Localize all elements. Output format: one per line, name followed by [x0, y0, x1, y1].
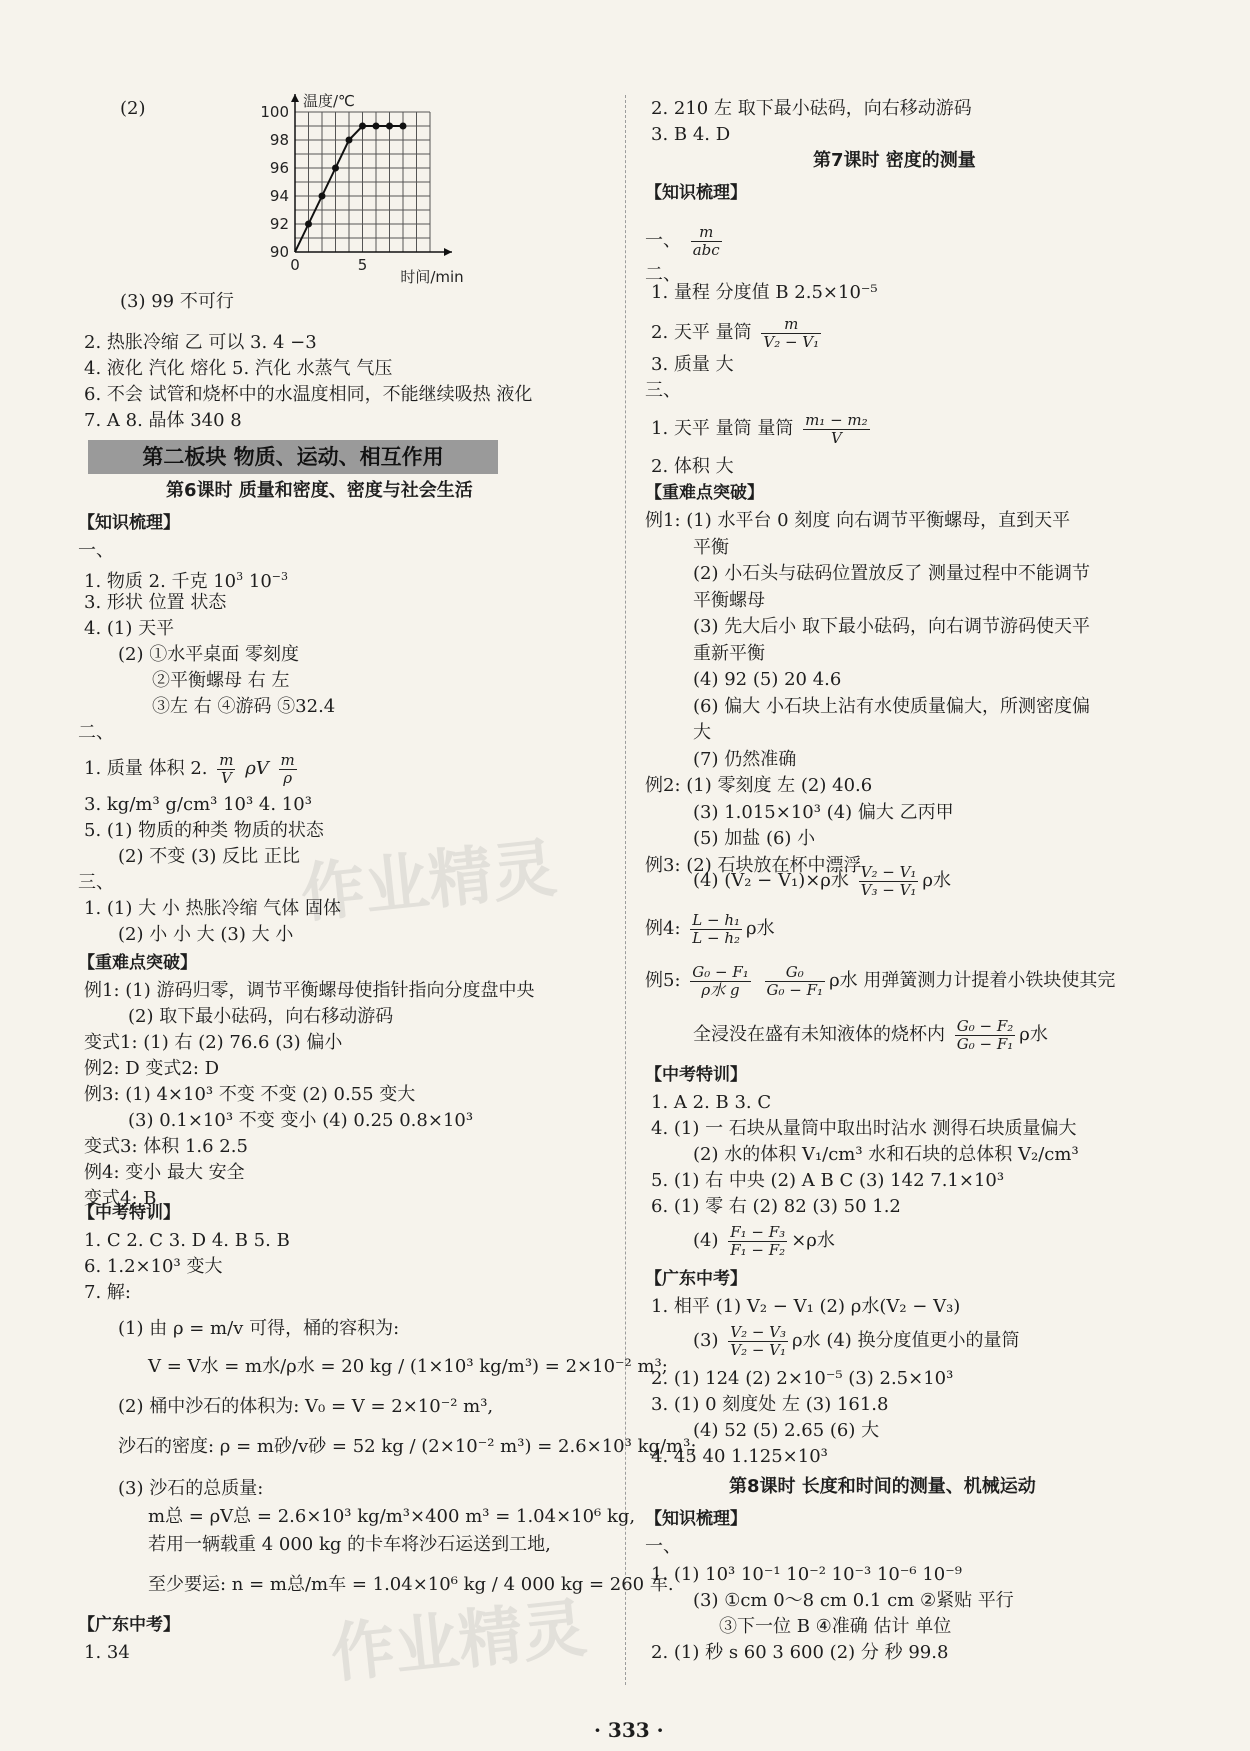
answer-line: 例3: (1) 4×10³ 不变 不变 (2) 0.55 变大: [84, 1084, 416, 1105]
answer-line: (3) 99 不可行: [120, 291, 234, 312]
answer-line: 7. A 8. 晶体 340 8: [84, 410, 242, 431]
section-tag: 【重难点突破】: [645, 483, 764, 503]
lesson-title: 第6课时 质量和密度、密度与社会生活: [166, 480, 473, 501]
x-axis-arrow: [444, 248, 452, 256]
section-tag: 【广东中考】: [78, 1615, 180, 1635]
question-label: (2): [120, 98, 146, 119]
fraction: $\frac{m}{\rho}$: [280, 750, 295, 787]
solution-line: 沙石的密度: ρ = m砂/v砂 = 52 kg / (2×10⁻² m³) = 2.6×10³ kg/m³;: [118, 1436, 697, 1457]
data-point: [359, 123, 366, 130]
answer-line: 平衡: [693, 536, 729, 558]
answer-line: 重新平衡: [693, 642, 765, 664]
answer-line: 4. (1) 一 石块从量筒中取出时沾水 测得石块质量偏大: [651, 1118, 1077, 1139]
answer-line: (4) (V₂ − V₁)×ρ水 $\frac{\text{V₂ − V₁}}{\text{V₃ − V₁}}$ ρ水: [693, 862, 952, 899]
answer-line: 1. 量程 分度值 B 2.5×10⁻⁵: [651, 282, 878, 303]
answer-line: (2) 小石头与砝码位置放反了 测量过程中不能调节: [693, 563, 1090, 584]
answer-line: 3. (1) 0 刻度处 左 (3) 161.8: [651, 1394, 889, 1415]
section-tag: 【知识梳理】: [645, 183, 747, 203]
answer-line: 例2: D 变式2: D: [84, 1058, 220, 1079]
section-tag: 【知识梳理】: [78, 513, 180, 533]
x-tick-label: 5: [357, 256, 368, 274]
answer-line: 变式1: (1) 右 (2) 76.6 (3) 偏小: [84, 1032, 343, 1053]
answer-line: (2) 水的体积 V₁/cm³ 水和石块的总体积 V₂/cm³: [693, 1144, 1079, 1165]
answer-line: (4) $\frac{\text{F₁ − F₃}}{\text{F₁ − F₂}}$ ×ρ水: [693, 1222, 835, 1259]
solution-line: (1) 由 ρ = m/v 可得，桶的容积为:: [118, 1318, 400, 1339]
answer-line: 2. (1) 124 (2) 2×10⁻⁵ (3) 2.5×10³: [651, 1368, 954, 1389]
section-banner: 第二板块 物质、运动、相互作用: [88, 440, 498, 474]
section-heading: 二、: [645, 264, 681, 285]
lesson-title: 第7课时 密度的测量: [813, 150, 976, 171]
answer-line: 3. 质量 大: [651, 354, 734, 375]
answer-line: (3) ①cm 0～8 cm 0.1 cm ②紧贴 平行: [693, 1590, 1014, 1611]
section-heading: 二、: [78, 722, 114, 743]
data-point: [373, 123, 380, 130]
y-axis-arrow: [291, 94, 299, 102]
answer-line: (3) 1.015×10³ (4) 偏大 乙丙甲: [693, 801, 954, 823]
solution-line: 至少要运: n = m总/m车 = 1.04×10⁶ kg / 4 000 kg = 260 车.: [148, 1574, 674, 1595]
answer-line: 1. 质量 体积 2. $\frac{m}{V}$ ρV $\frac{m}{\rho}$: [84, 750, 295, 787]
answer-line: 1. 天平 量筒 量筒 $\frac{\text{m₁ − m₂}}{V}$: [651, 410, 868, 447]
section-heading: 三、: [645, 380, 681, 401]
answer-line: 3. B 4. D: [651, 124, 731, 145]
section-heading: 一、: [645, 1536, 681, 1557]
answer-line: 1. 物质 2. 千克 $10^3$ $10^{-3}$: [84, 570, 288, 592]
section-tag: 【广东中考】: [645, 1269, 747, 1289]
answer-line: 例1: (1) 水平台 0 刻度 向右调节平衡螺母，直到天平: [645, 510, 1071, 531]
answer-line: 1. 相平 (1) V₂ − V₁ (2) ρ水(V₂ − V₃): [651, 1296, 961, 1317]
answer-line: (6) 偏大 小石块上沾有水使质量偏大，所测密度偏: [693, 695, 1090, 717]
answer-line: 2. 210 左 取下最小砝码，向右移动游码: [651, 98, 972, 119]
answer-line: (2) ①水平桌面 零刻度: [118, 644, 299, 665]
data-point: [346, 137, 353, 144]
answer-line: 例2: (1) 零刻度 左 (2) 40.6: [645, 775, 873, 796]
fraction: $\frac{\text{G₀ − F₂}}{\text{G₀ − F₁}}$: [956, 1016, 1014, 1053]
answer-line: (3) $\frac{\text{V₂ − V₃}}{\text{V₂ − V₁}}$ ρ水 (4) 换分度值更小的量筒: [693, 1322, 1020, 1359]
answer-line: (3) 0.1×10³ 不变 变小 (4) 0.25 0.8×10³: [128, 1110, 474, 1131]
answer-line: 3. 形状 位置 状态: [84, 592, 227, 613]
answer-line: 大: [693, 722, 711, 743]
lesson-title: 第8课时 长度和时间的测量、机械运动: [729, 1476, 1036, 1497]
answer-line: 一、 $\frac{m}{\text{abc}}$: [645, 222, 720, 259]
answer-line: 2. 热胀冷缩 乙 可以 3. 4 −3: [84, 332, 317, 353]
data-point: [319, 193, 326, 200]
answer-line: (7) 仍然准确: [693, 748, 797, 770]
y-tick-label: 96: [269, 159, 289, 177]
answer-line: 例3: (2) 石块放在杯中漂浮: [645, 854, 862, 876]
y-tick-label: 90: [269, 243, 289, 261]
y-tick-label: 94: [269, 187, 289, 205]
fraction: $\frac{\text{V₂ − V₁}}{\text{V₃ − V₁}}$: [860, 862, 917, 899]
y-tick-label: 92: [269, 215, 289, 233]
answer-line: (2) 取下最小砝码，向右移动游码: [128, 1006, 394, 1027]
answer-line: ③下一位 B ④准确 估计 单位: [719, 1616, 952, 1637]
solution-line: 若用一辆载重 4 000 kg 的卡车将沙石运送到工地,: [148, 1534, 551, 1555]
answer-line: ②平衡螺母 右 左: [152, 670, 290, 691]
page-number: · 333 ·: [594, 1718, 664, 1742]
answer-line: 7. 解:: [84, 1282, 131, 1303]
answer-line: 变式4: B: [84, 1188, 157, 1209]
solution-line: V = V水 = m水/ρ水 = 20 kg / (1×10³ kg/m³) = 2×10⁻² m³;: [148, 1356, 668, 1377]
answer-line: 平衡螺母: [693, 589, 765, 611]
fraction: $\frac{\text{L − h₁}}{\text{L − h₂}}$: [692, 910, 741, 947]
answer-line: 2. 体积 大: [651, 456, 734, 477]
fraction: $\frac{\text{m₁ − m₂}}{V}$: [805, 410, 868, 447]
answer-line: 1. A 2. B 3. C: [651, 1092, 772, 1113]
answer-line: 例4: $\frac{\text{L − h₁}}{\text{L − h₂}}$ ρ水: [645, 910, 775, 947]
answer-line: 6. 1.2×10³ 变大: [84, 1256, 223, 1277]
data-point: [400, 123, 407, 130]
answer-line: 1. (1) 10³ 10⁻¹ 10⁻² 10⁻³ 10⁻⁶ 10⁻⁹: [651, 1564, 962, 1585]
fraction: $\frac{\text{V₂ − V₃}}{\text{V₂ − V₁}}$: [730, 1322, 787, 1359]
section-heading: 一、: [78, 540, 114, 561]
answer-line: 4. (1) 天平: [84, 618, 175, 639]
data-point: [332, 165, 339, 172]
fraction: $\frac{\text{G₀ − F₁}}{\text{ρ水 g}}$: [692, 962, 749, 999]
answer-line: 4. 45 40 1.125×10³: [651, 1446, 828, 1467]
answer-line: (4) 92 (5) 20 4.6: [693, 669, 842, 690]
answer-line: 全浸没在盛有未知液体的烧杯内 $\frac{\text{G₀ − F₂}}{\text{G₀ − F₁}}$ ρ水: [693, 1016, 1048, 1053]
answer-line: 1. C 2. C 3. D 4. B 5. B: [84, 1230, 290, 1251]
answer-line: 例5: $\frac{\text{G₀ − F₁}}{\text{ρ水 g}}$ $\frac{\text{G₀}}{\text{G₀ − F₁}}$ ρ水 用弹簧测力计提着小铁块使其完: [645, 962, 1116, 999]
y-tick-label: 98: [269, 131, 289, 149]
fraction: $\frac{\text{F₁ − F₃}}{\text{F₁ − F₂}}$: [730, 1222, 786, 1259]
answer-line: 4. 液化 汽化 熔化 5. 汽化 水蒸气 气压: [84, 358, 393, 379]
data-point: [305, 221, 312, 228]
solution-line: (2) 桶中沙石的体积为: V₀ = V = 2×10⁻² m³,: [118, 1396, 494, 1417]
answer-line: 5. (1) 右 中央 (2) A B C (3) 142 7.1×10³: [651, 1170, 1005, 1191]
solution-line: (3) 沙石的总质量:: [118, 1478, 264, 1499]
answer-line: 例1: (1) 游码归零，调节平衡螺母使指针指向分度盘中央: [84, 980, 535, 1001]
answer-line: ③左 右 ④游码 ⑤32.4: [152, 696, 336, 717]
answer-line: 例4: 变小 最大 安全: [84, 1162, 245, 1183]
answer-line: (5) 加盐 (6) 小: [693, 828, 816, 849]
section-tag: 【知识梳理】: [645, 1509, 747, 1529]
temperature-chart: [250, 82, 490, 286]
answer-line: 1. (1) 大 小 热胀冷缩 气体 固体: [84, 898, 341, 919]
answer-line: 5. (1) 物质的种类 物质的状态: [84, 820, 324, 841]
answer-line: (2) 小 小 大 (3) 大 小: [118, 924, 294, 945]
data-point: [386, 123, 393, 130]
fraction: $\frac{m}{\text{V₂ − V₁}}$: [763, 314, 820, 351]
answer-line: 变式3: 体积 1.6 2.5: [84, 1136, 248, 1157]
x-tick-label: 0: [290, 256, 300, 274]
chart-svg: [250, 82, 490, 287]
fraction: $\frac{m}{\text{abc}}$: [692, 222, 720, 259]
y-axis-label: 温度/℃: [303, 92, 355, 110]
section-heading: 三、: [78, 872, 114, 893]
watermark: 作业精灵: [327, 1591, 590, 1693]
answer-line: 3. kg/m³ g/cm³ 10³ 4. 10³: [84, 794, 312, 815]
fraction: $\frac{m}{V}$: [219, 750, 234, 787]
section-tag: 【中考特训】: [78, 1203, 180, 1223]
answer-line: (3) 先大后小 取下最小砝码，向右调节游码使天平: [693, 616, 1090, 637]
answer-line: 6. (1) 零 右 (2) 82 (3) 50 1.2: [651, 1196, 901, 1217]
answer-line: (4) 52 (5) 2.65 (6) 大: [693, 1420, 880, 1441]
answer-line: 2. 天平 量筒 $\frac{m}{\text{V₂ − V₁}}$: [651, 314, 820, 351]
y-tick-label: 100: [260, 103, 289, 121]
solution-line: m总 = ρV总 = 2.6×10³ kg/m³×400 m³ = 1.04×10⁶ kg,: [148, 1506, 636, 1527]
answer-line: 6. 不会 试管和烧杯中的水温度相同，不能继续吸热 液化: [84, 384, 533, 405]
section-tag: 【中考特训】: [645, 1065, 747, 1085]
answer-line: (2) 不变 (3) 反比 正比: [118, 846, 300, 867]
section-tag: 【重难点突破】: [78, 953, 197, 973]
answer-line: 2. (1) 秒 s 60 3 600 (2) 分 秒 99.8: [651, 1642, 949, 1663]
answer-line: 1. 34: [84, 1642, 130, 1663]
fraction: $\frac{\text{G₀}}{\text{G₀ − F₁}}$: [766, 962, 824, 999]
x-axis-label: 时间/min: [400, 268, 464, 286]
watermark: 作业精灵: [297, 831, 560, 933]
